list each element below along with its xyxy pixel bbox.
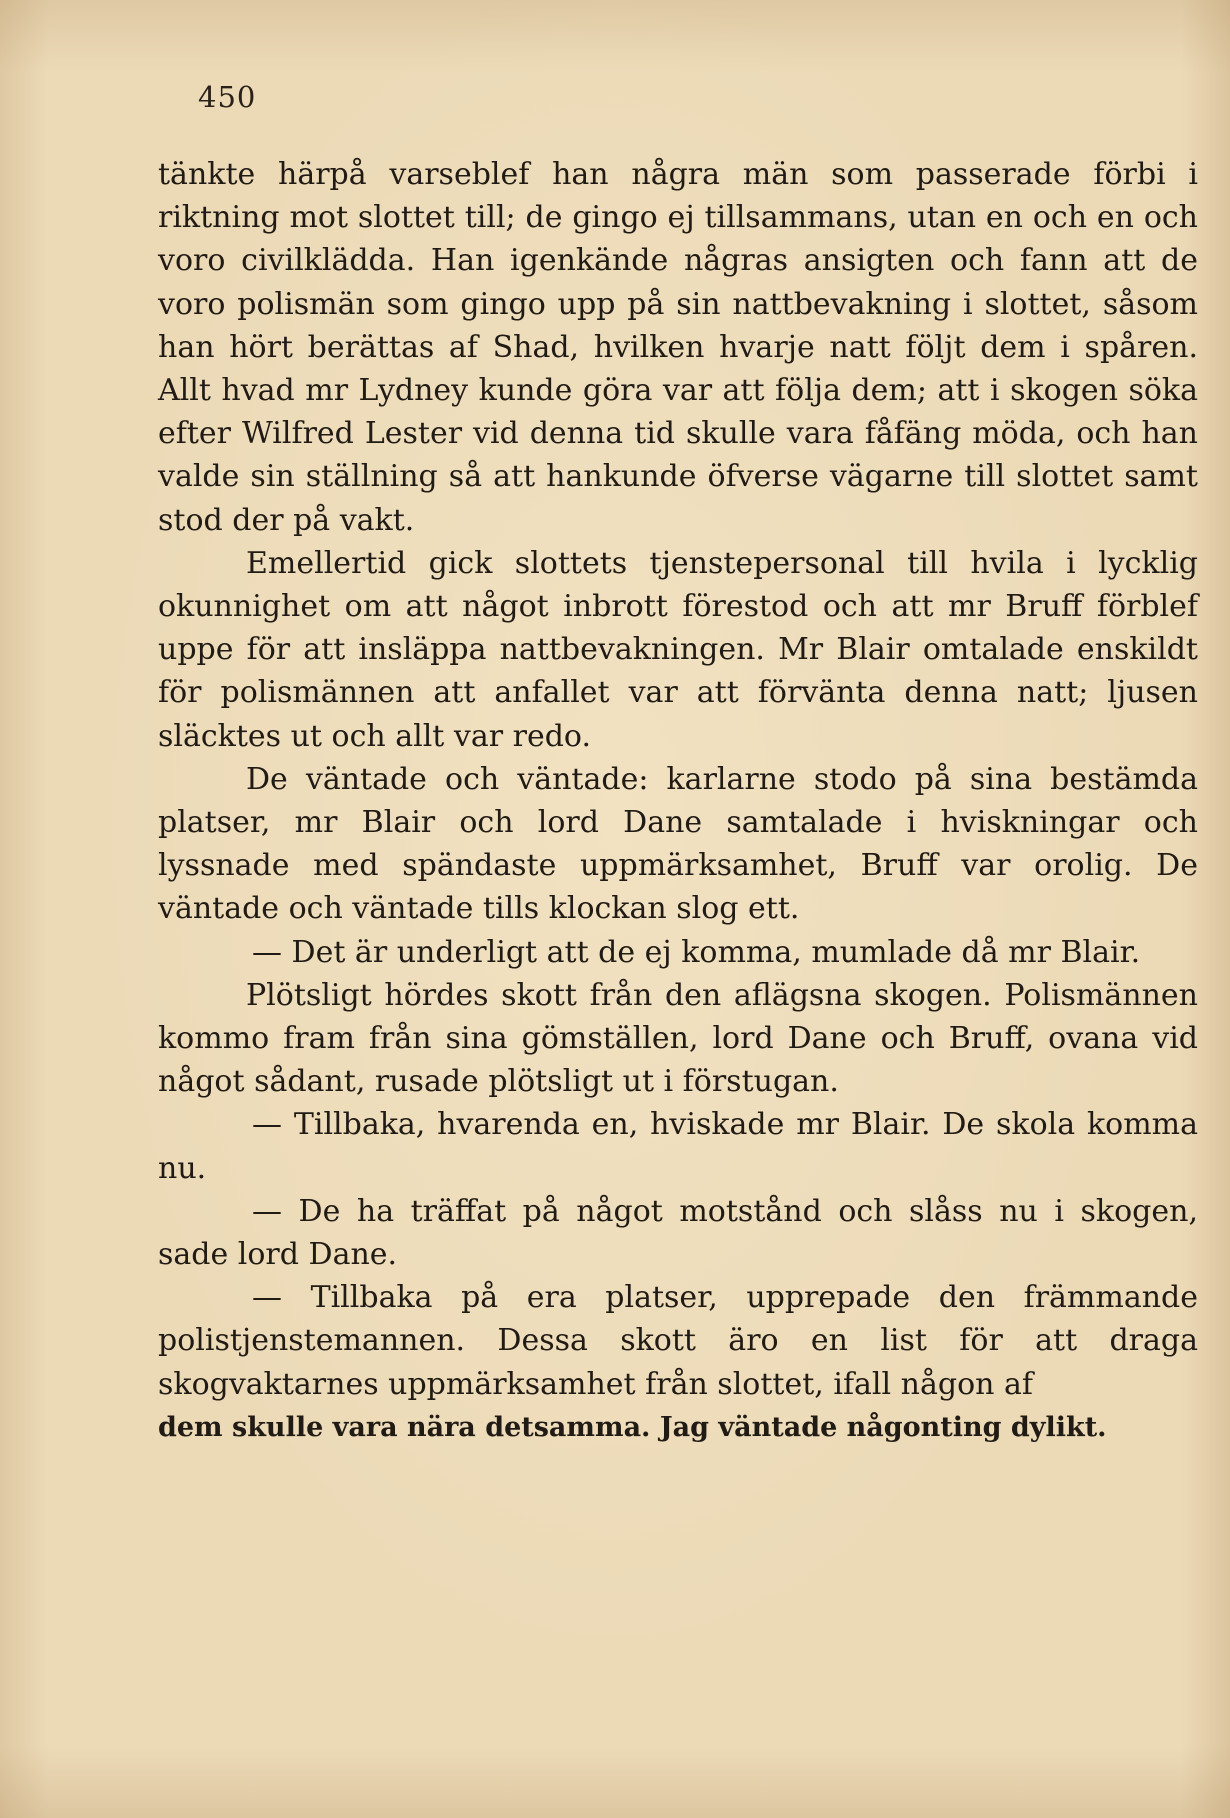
paragraph-1: tänkte härpå varseblef han några män som passerade förbi i riktning mot slottet till; de gingo ej tillsammans, utan en och en och voro civilklädda. Han igenkände någras ansigten och fann att de voro polismän som gingo upp på sin nattbevakning i slottet, såsom han hört berättas af Shad, hvilken hvarje natt följt dem i spåren. Allt hvad mr Lydney kunde göra var att följa dem; att i skogen söka efter Wilfred Lester vid denna tid skulle vara fåfäng möda, och han valde sin ställning så att hankunde öfverse vägarne till slottet samt stod der på vakt. [158,157,1198,538]
paragraph-6: — Tillbaka, hvarenda en, hviskade mr Blair. De skola komma nu. [158,1107,1198,1186]
paragraph-3: De väntade och väntade: karlarne stodo på sina bestämda platser, mr Blair och lord Dane samtalade i hviskningar och lyssnade med spändaste uppmärksamhet, Bruff var orolig. De väntade och väntade tills klockan slog ett. [158,761,1198,927]
paragraph-8: — Tillbaka på era platser, upprepade den främmande polistjenstemannen. Dessa skott äro en list för att draga skogvaktarnes uppmärksamhet från slottet, ifall någon af [158,1280,1198,1402]
page-text [158,153,1198,1449]
paragraph-8-last-line: dem skulle vara nära detsamma. Jag väntade någonting dylikt. [158,1411,1107,1443]
page-number: 450 [198,80,257,114]
paragraph-4: — Det är underligt att de ej komma, mumlade då mr Blair. [252,934,1141,970]
paragraph-2: Emellertid gick slottets tjenstepersonal till hvila i lycklig okunnighet om att något inbrott förestod och att mr Bruff förblef uppe för att insläppa nattbevakningen. Mr Blair omtalade enskildt för polismännen att anfallet var att förvänta denna natt; ljusen släcktes ut och allt var redo. [158,545,1198,754]
paragraph-7: — De ha träffat på något motstånd och slåss nu i skogen, sade lord Dane. [158,1193,1198,1273]
paragraph-5: Plötsligt hördes skott från den aflägsna skogen. Polismännen kommo fram från sina gömställen, lord Dane och Bruff, ovana vid något sådant, rusade plötsligt ut i förstugan. [158,977,1198,1100]
